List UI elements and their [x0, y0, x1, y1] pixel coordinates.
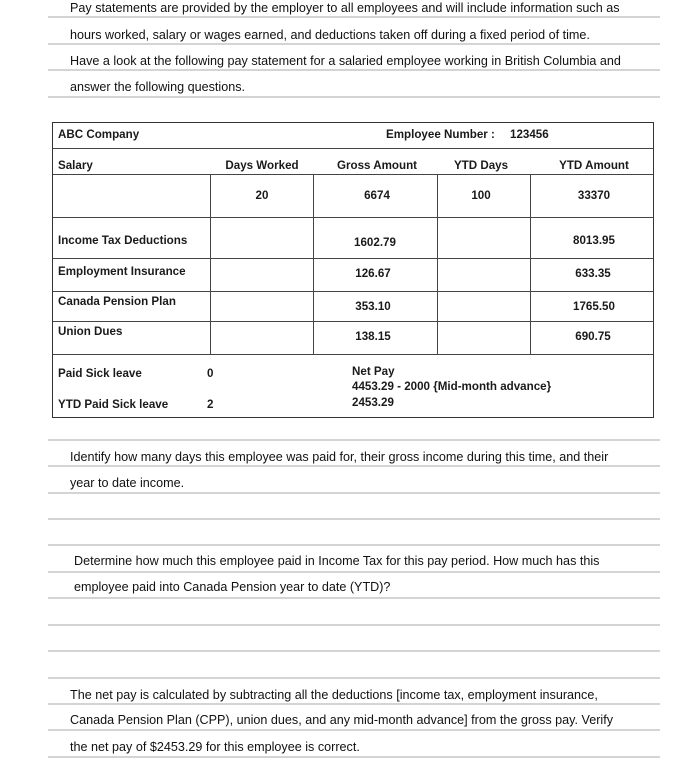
deduction-ytd: 8013.95 — [573, 234, 615, 247]
question-1-line: year to date income. — [70, 476, 185, 490]
gross-amount-value: 6674 — [364, 189, 390, 202]
ruled-line — [48, 439, 660, 441]
ytd-days-value: 100 — [471, 189, 491, 202]
company-name: ABC Company — [58, 128, 140, 141]
table-divider — [53, 258, 653, 259]
deduction-gross: 353.10 — [355, 300, 391, 313]
question-2-line: employee paid into Canada Pension year to date (YTD)? — [74, 580, 391, 594]
deduction-gross: 126.67 — [355, 267, 391, 280]
question-3-line: Canada Pension Plan (CPP), union dues, and any mid-month advance] from the gross pay. Verify — [70, 713, 613, 727]
table-divider — [53, 174, 653, 175]
ytd-amount-value: 33370 — [577, 189, 611, 202]
ruled-line — [48, 492, 660, 494]
ruled-line — [48, 756, 660, 758]
deduction-label: Employment Insurance — [58, 265, 186, 278]
column-divider — [437, 174, 438, 355]
ruled-line — [48, 703, 660, 705]
column-divider — [210, 174, 211, 355]
ruled-line — [48, 43, 660, 45]
deduction-gross: 1602.79 — [354, 236, 396, 249]
ruled-line — [48, 729, 660, 731]
deduction-label: Union Dues — [58, 325, 123, 338]
days-worked-value: 20 — [255, 189, 269, 202]
net-pay-value: 2453.29 — [352, 396, 394, 409]
intro-line: hours worked, salary or wages earned, and deductions taken off during a fixed period of time. — [70, 28, 590, 42]
question-3-line: the net pay of $2453.29 for this employee is correct. — [70, 740, 360, 754]
employee-number-label: Employee Number : — [386, 128, 495, 141]
intro-line: answer the following questions. — [70, 80, 246, 94]
ytd-paid-sick-leave-value: 2 — [207, 398, 214, 411]
ruled-line — [48, 650, 660, 652]
table-divider — [53, 217, 653, 218]
table-divider — [53, 354, 653, 355]
ruled-line — [48, 624, 660, 626]
table-divider — [53, 321, 653, 322]
employee-number: 123456 — [510, 128, 549, 141]
table-divider — [53, 291, 653, 292]
table-divider — [53, 148, 653, 149]
net-pay-label: Net Pay — [352, 365, 395, 378]
intro-line: Pay statements are provided by the employer to all employees and will include information such as — [70, 1, 620, 15]
intro-line: Have a look at the following pay statement for a salaried employee working in British Columbia and — [70, 54, 621, 68]
net-pay-calculation: 4453.29 - 2000 {Mid-month advance} — [352, 380, 552, 393]
ruled-line — [48, 16, 660, 18]
question-2-line: Determine how much this employee paid in Income Tax for this pay period. How much has this — [74, 554, 600, 568]
header-gross-amount: Gross Amount — [336, 159, 418, 172]
ruled-line — [48, 571, 660, 573]
deduction-gross: 138.15 — [355, 330, 391, 343]
header-ytd-amount: YTD Amount — [559, 159, 629, 172]
column-divider — [313, 174, 314, 355]
deduction-ytd: 633.35 — [575, 267, 611, 280]
deduction-ytd: 690.75 — [575, 330, 611, 343]
ruled-line — [48, 597, 660, 599]
deduction-label: Income Tax Deductions — [58, 234, 188, 247]
header-ytd-days: YTD Days — [453, 159, 509, 172]
ruled-line — [48, 69, 660, 71]
question-3-line: The net pay is calculated by subtracting all the deductions [income tax, employment insurance, — [70, 688, 598, 702]
ytd-paid-sick-leave-label: YTD Paid Sick leave — [58, 398, 169, 411]
ruled-line — [48, 544, 660, 546]
deduction-label: Canada Pension Plan — [58, 295, 176, 308]
header-days-worked: Days Worked — [225, 159, 299, 172]
ruled-line — [48, 465, 660, 467]
paid-sick-leave-value: 0 — [207, 367, 214, 380]
ruled-line — [48, 677, 660, 679]
question-1-line: Identify how many days this employee was paid for, their gross income during this time, and their — [70, 450, 609, 464]
header-salary: Salary — [58, 159, 93, 172]
ruled-line — [48, 518, 660, 520]
pay-statement-table — [52, 122, 654, 418]
paid-sick-leave-label: Paid Sick leave — [58, 367, 142, 380]
column-divider — [530, 174, 531, 355]
deduction-ytd: 1765.50 — [573, 300, 615, 313]
ruled-line — [48, 96, 660, 98]
